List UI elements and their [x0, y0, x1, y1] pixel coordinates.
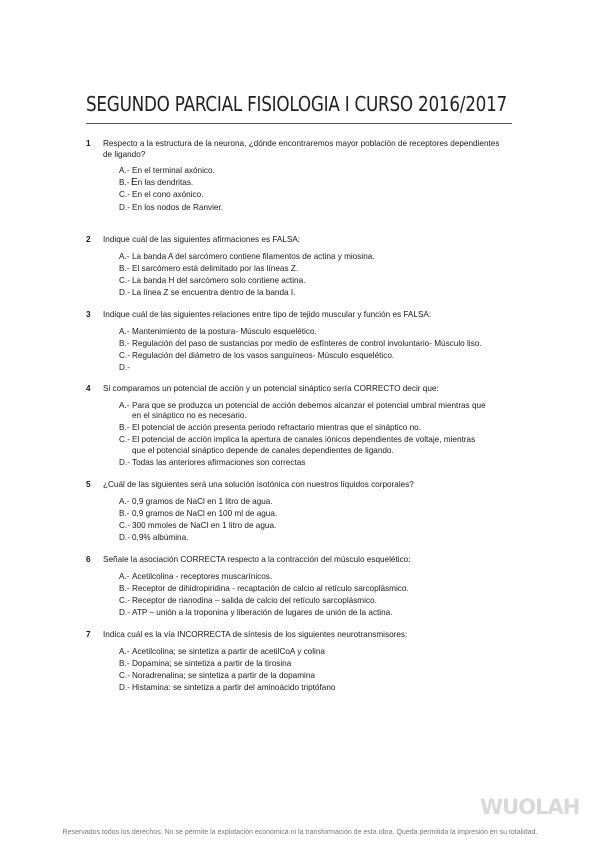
- option-c: [119, 435, 486, 456]
- option-letter: B.-: [119, 508, 130, 518]
- option-letter: A.-: [119, 400, 130, 410]
- question-number: 5: [86, 480, 91, 489]
- question-number: 1: [86, 139, 91, 148]
- copyright-footer: Reservados todos los derechos. No se permite la explotación económica ni la transformación de esta obra. Queda permitida la impresión en su totalidad.: [62, 829, 538, 836]
- option-letter: C.-: [119, 275, 130, 285]
- option-text: Receptor de rianodina – salida de calcio del retículo sarcoplásmico.: [132, 595, 377, 605]
- question-1: [86, 139, 506, 215]
- question-stem: Indique cuál de las siguientes afirmaciones es FALSA:: [103, 235, 301, 244]
- option-text: En los nodos de Ranvier.: [132, 202, 224, 212]
- option-text: La banda A del sarcómero contiene filamentos de actina y miosina.: [132, 251, 375, 261]
- option-text: Mantenimiento de la postura- Músculo esquelético.: [132, 326, 317, 336]
- wuolah-watermark: WUOLAH: [480, 795, 580, 819]
- option-letter: C.-: [119, 350, 130, 360]
- option-d: [119, 683, 506, 694]
- options-list: [119, 647, 506, 694]
- question-stem: Respecto a la estructura de la neurona, ¿dónde encontraremos mayor población de receptores dependientes de ligando?: [103, 139, 500, 159]
- option-text: La banda H del sarcómero solo contiene actina.: [132, 275, 306, 285]
- question-stem: Señale la asociación CORRECTA respecto a la contracción del músculo esquelético:: [103, 555, 411, 564]
- option-d: [119, 288, 506, 299]
- option-letter: D.-: [119, 608, 130, 618]
- option-letter: C.-: [119, 595, 130, 605]
- option-letter: C.-: [119, 435, 130, 445]
- option-b: [119, 264, 506, 275]
- option-letter: B.-: [119, 178, 130, 188]
- option-text: 0,9% albúmina.: [132, 533, 189, 543]
- option-text: Acetilcolina - receptores muscarínicos.: [132, 571, 273, 581]
- question-7: [86, 630, 506, 695]
- option-c: [119, 351, 506, 362]
- option-text: 0,9 gramos de NaCl en 1 litro de agua.: [132, 496, 273, 506]
- option-b: [119, 423, 486, 434]
- question-stem: Si comparamos un potencial de acción y un potencial sináptico sería CORRECTO decir que:: [103, 384, 439, 393]
- option-text: El potencial de acción presenta periodo refractario mientras que el sináptico no.: [132, 423, 422, 433]
- option-letter: A.-: [119, 251, 130, 261]
- option-a: [119, 572, 506, 583]
- option-text: En el terminal axónico.: [132, 166, 215, 175]
- options-list: [119, 166, 506, 213]
- option-text: ATP – unión a la troponina y liberación de lugares de unión de la actina.: [132, 608, 393, 618]
- option-d: [119, 203, 506, 214]
- question-stem: Indica cuál es la vía INCORRECTA de síntesis de los siguientes neurotransmisores:: [103, 630, 408, 639]
- question-2: [86, 235, 506, 300]
- options-list: [119, 252, 506, 299]
- option-letter: A.-: [119, 646, 130, 656]
- question-6: [86, 555, 506, 620]
- option-letter: B.-: [119, 423, 130, 433]
- question-number: 2: [86, 235, 91, 244]
- option-c: [119, 276, 506, 287]
- option-letter: A.-: [119, 166, 130, 175]
- option-d: [119, 458, 486, 469]
- option-letter: B.-: [119, 583, 130, 593]
- page-title: SEGUNDO PARCIAL FISIOLOGIA I CURSO 2016/2017: [86, 92, 508, 116]
- option-c: [119, 596, 506, 607]
- option-letter: D.-: [119, 683, 130, 693]
- option-b: [119, 509, 506, 520]
- option-letter: A.-: [119, 571, 130, 581]
- option-a: [119, 647, 506, 658]
- option-text: Acetilcolina; se sintetiza a partir de acetilCoA y colina: [132, 646, 325, 656]
- option-a: [119, 252, 506, 263]
- title-underline: [86, 123, 512, 124]
- option-letter: A.-: [119, 496, 130, 506]
- option-letter: B.-: [119, 338, 130, 348]
- option-text: n las dendritas.: [137, 178, 194, 188]
- option-text: En el cono axónico.: [132, 190, 204, 200]
- option-text: Todas las anteriores afirmaciones son correctas: [132, 458, 306, 468]
- option-b: [119, 339, 506, 350]
- option-text: Dopamina; se sintetiza a partir de la tirosina: [132, 658, 292, 668]
- option-a: [119, 327, 506, 338]
- option-text: Para que se produzca un potencial de acción debemos alcanzar el potencial umbral mientras que en el sináptico no es necesario.: [132, 400, 486, 420]
- option-letter: D.-: [119, 363, 130, 373]
- option-letter: B.-: [119, 658, 130, 668]
- option-text: 0,9 gramos de NaCl en 100 ml de agua.: [132, 508, 278, 518]
- question-stem: ¿Cuál de las siguientes será una solución isotónica con nuestros líquidos corporales?: [103, 480, 414, 489]
- option-text: La línea Z se encuentra dentro de la banda I.: [132, 288, 296, 298]
- option-letter: C.-: [119, 670, 130, 680]
- option-text: Histamina: se sintetiza a partir del aminoácido triptófano: [132, 683, 336, 693]
- question-number: 7: [86, 630, 91, 639]
- option-text: Regulación del diámetro de los vasos sanguíneos- Músculo esquelético.: [132, 350, 395, 360]
- option-letter: E: [131, 177, 138, 189]
- question-4: [86, 384, 506, 470]
- option-a: [119, 166, 506, 177]
- option-letter: D.-: [119, 288, 130, 298]
- option-b-continued: [119, 178, 506, 189]
- option-text: 300 mmoles de NaCl en 1 litro de agua.: [132, 520, 277, 530]
- option-b: [119, 584, 506, 595]
- option-letter: C.-: [119, 520, 130, 530]
- option-text: El potencial de acción implica la apertura de canales iónicos dependientes de voltaje, mientras que el potencial sináptico depende de canales dependientes de ligando.: [132, 435, 476, 455]
- question-5: [86, 480, 506, 545]
- option-c: [119, 521, 506, 532]
- option-d: [119, 608, 506, 619]
- option-letter: C.-: [119, 190, 130, 200]
- option-letter: A.-: [119, 326, 130, 336]
- question-number: 4: [86, 384, 91, 393]
- option-a: [119, 497, 506, 508]
- option-text: Regulación del paso de sustancias por medio de esfínteres de control involuntario- Músculo liso.: [132, 338, 482, 348]
- option-letter: D.-: [119, 533, 130, 543]
- option-text: Receptor de dihidropiridina - recaptación de calcio al retículo sarcoplásmico.: [132, 583, 409, 593]
- option-c: [119, 190, 506, 201]
- options-list: [119, 497, 506, 544]
- options-list: [119, 401, 486, 469]
- option-a: [119, 401, 486, 422]
- question-number: 3: [86, 310, 91, 319]
- option-text: Noradrenalina; se sintetiza a partir de la dopamina: [132, 670, 315, 680]
- option-text: El sarcómero está delimitado por las líneas Z.: [132, 263, 299, 273]
- option-b: [119, 659, 506, 670]
- question-number: 6: [86, 555, 91, 564]
- option-letter: D.-: [119, 458, 130, 468]
- option-d: [119, 533, 506, 544]
- options-list: [119, 326, 506, 373]
- option-c: [119, 671, 506, 682]
- option-letter: B.-: [119, 263, 130, 273]
- question-3: [86, 310, 506, 373]
- question-stem: Indique cuál de las siguientes relaciones entre tipo de tejido muscular y función es FALSA:: [103, 310, 432, 319]
- option-letter: D.-: [119, 202, 130, 212]
- options-list: [119, 572, 506, 619]
